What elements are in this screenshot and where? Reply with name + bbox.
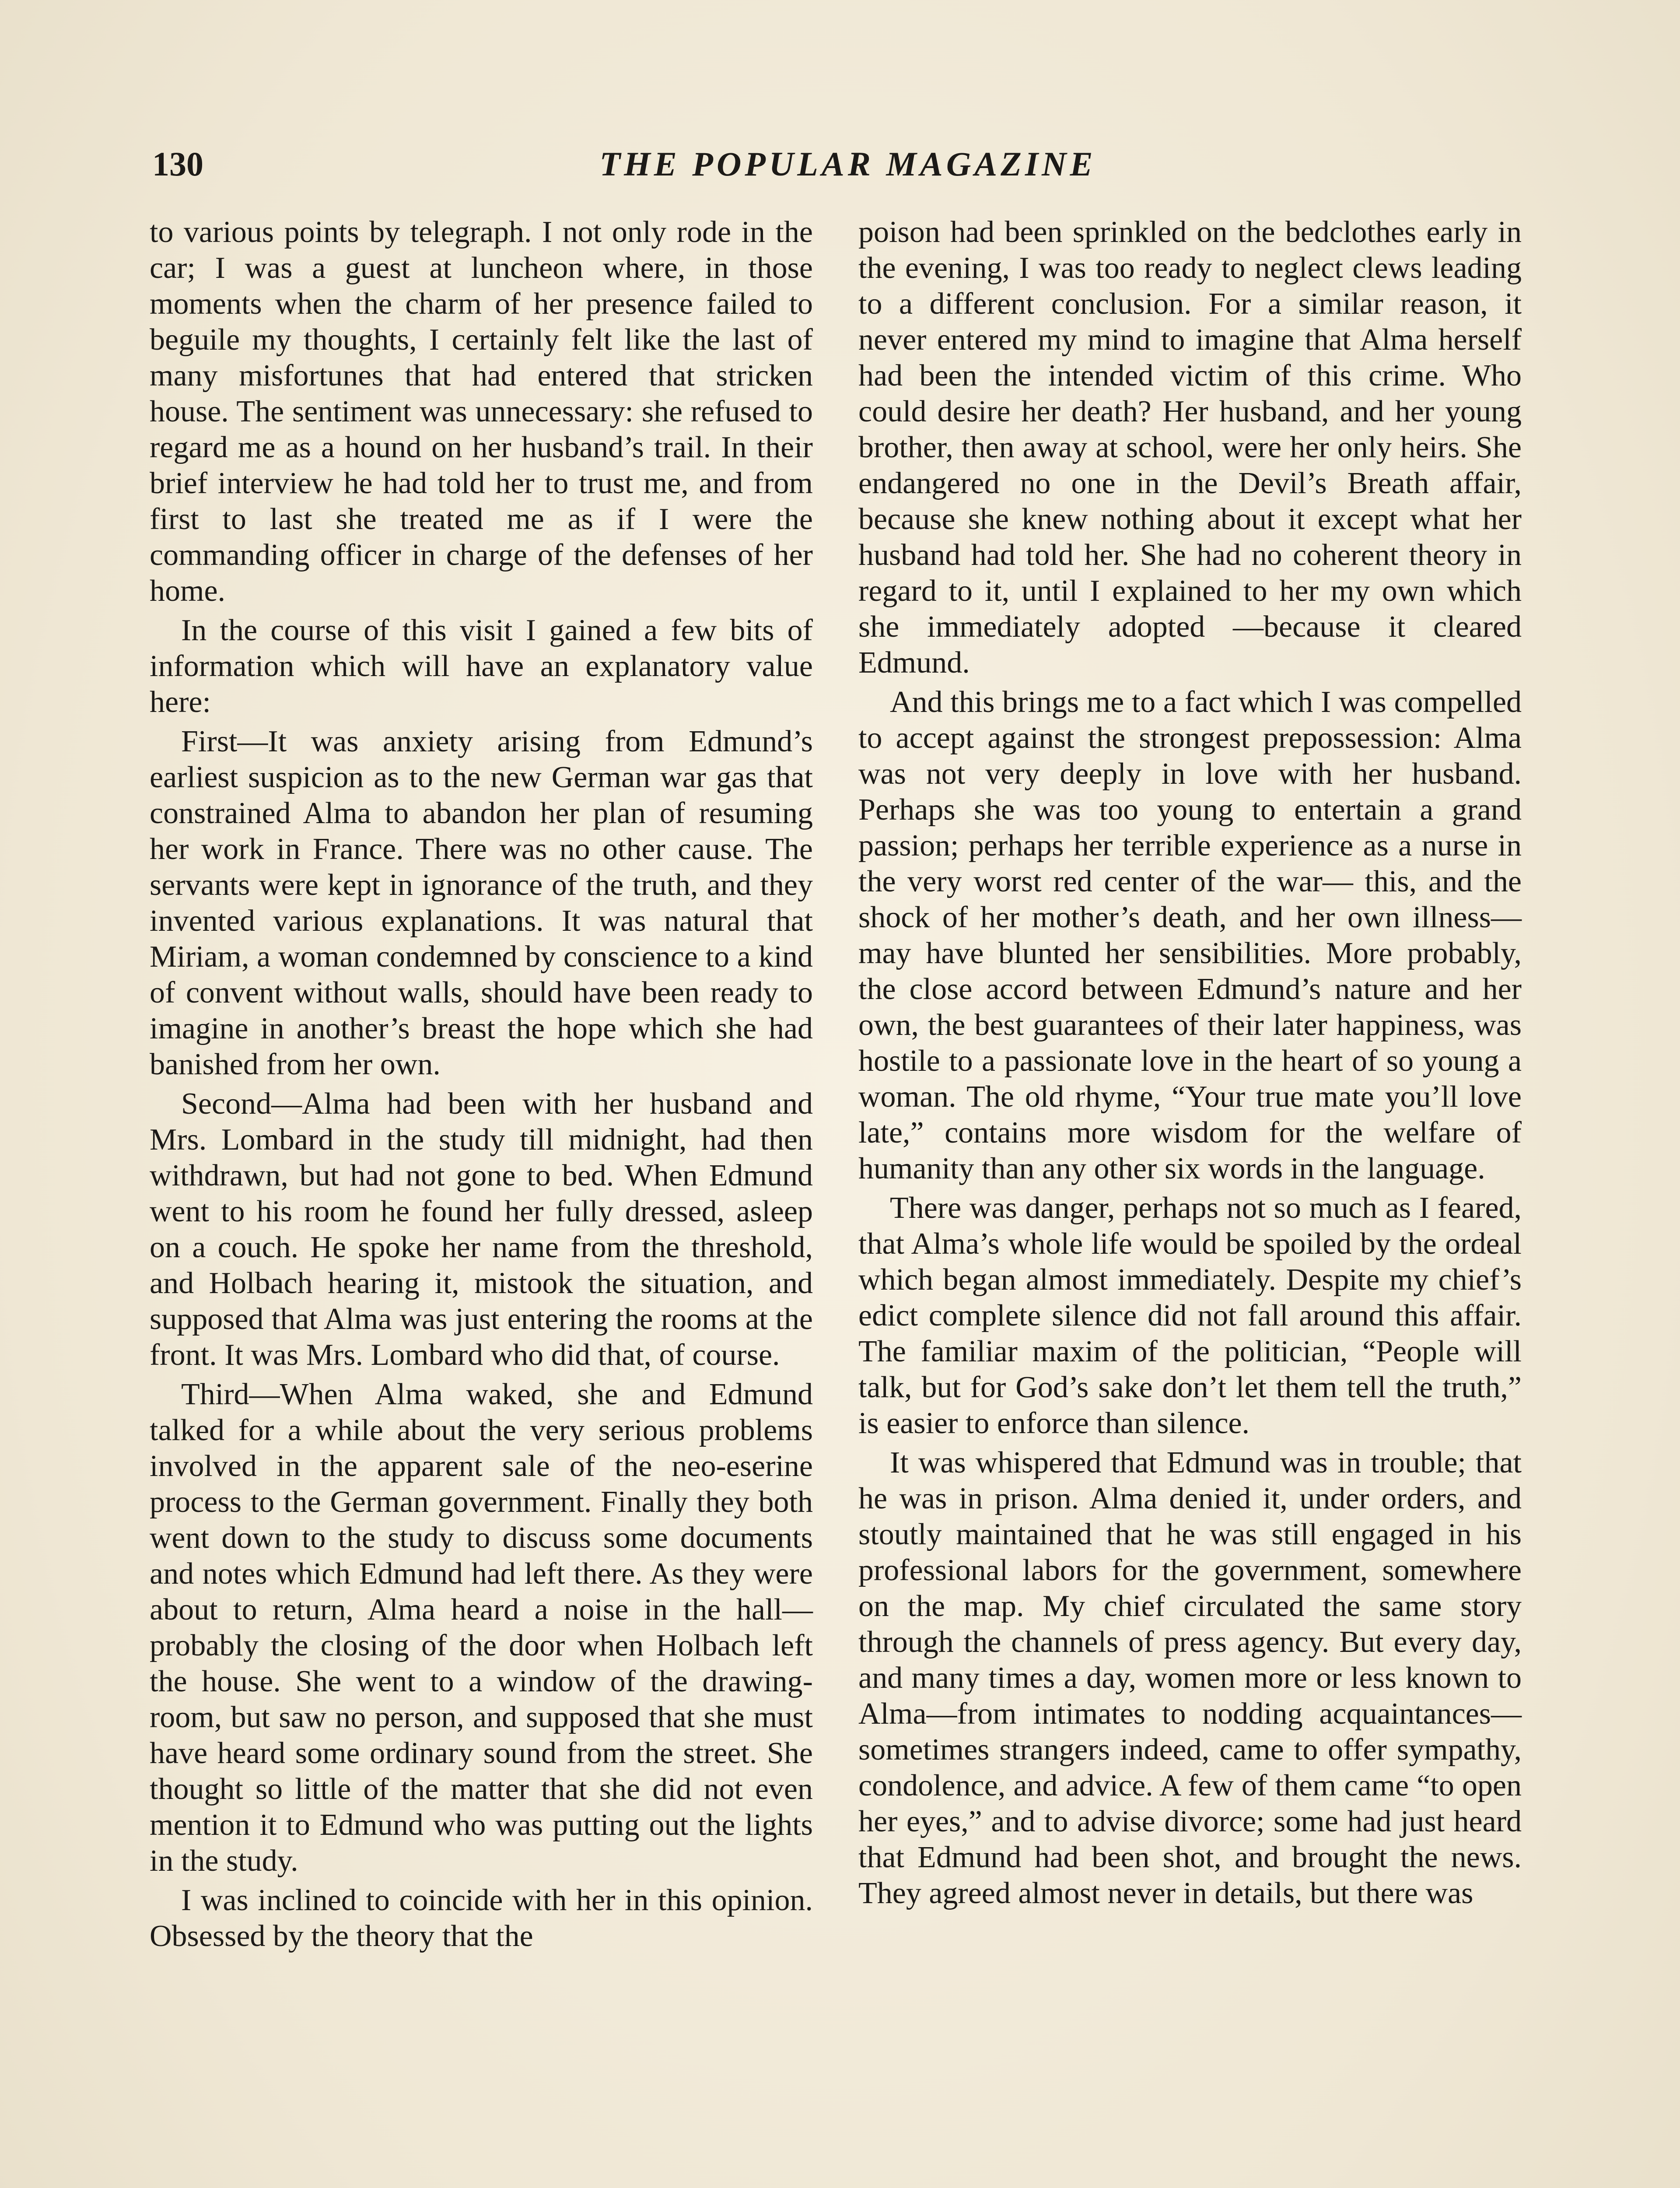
paragraph: It was whispered that Edmund was in trouble; that he was in prison. Alma denied it, under orders, and stoutly maintained that he was still engaged in his professional labors for the government, somewhere on the map. My chief circulated the same story through the channels of press agency. But every day, and many times a day, women more or less known to Alma—from intimates to nodding acquaintances—sometimes strangers indeed, came to offer sympathy, condolence, and advice. A few of them came “to open her eyes,” and to advise divorce; some had just heard that Edmund had been shot, and brought the news. They agreed almost never in details, but there was [858,1446,1522,1910]
running-head: THE POPULAR MAGAZINE [599,145,1096,183]
page-header [152,140,1544,188]
right-column [858,214,1522,1915]
paragraph: First—It was anxiety arising from Edmund’s earliest suspicion as to the new German war gas that constrained Alma to abandon her plan of resuming her work in France. There was no other cause. The servants were kept in ignorance of the truth, and they invented various explanations. It was natural that Miriam, a woman condemned by conscience to a kind of convent without walls, should have been ready to imagine in another’s breast the hope which she had banished from her own. [150,725,813,1081]
paragraph: There was danger, perhaps not so much as I feared, that Alma’s whole life would be spoiled by the ordeal which began almost immediately. Despite my chief’s edict complete silence did not fall around this affair. The familiar maxim of the politician, “People will talk, but for God’s sake don’t let them tell the truth,” is easier to enforce than silence. [858,1191,1522,1440]
paragraph: Second—Alma had been with her husband and Mrs. Lombard in the study till midnight, had then withdrawn, but had not gone to bed. When Edmund went to his room he found her fully dressed, asleep on a couch. He spoke her name from the threshold, and Holbach hearing it, mistook the situation, and supposed that Alma was just entering the rooms at the front. It was Mrs. Lombard who did that, of course. [150,1087,813,1372]
paragraph: to various points by telegraph. I not only rode in the car; I was a guest at luncheon where, in those moments when the charm of her presence failed to beguile my thoughts, I certainly felt like the last of many misfortunes that had entered that stricken house. The sentiment was unnecessary: she refused to regard me as a hound on her husband’s trail. In their brief interview he had told her to trust me, and from first to last she treated me as if I were the commanding officer in charge of the defenses of her home. [150,215,813,608]
page-number: 130 [152,145,203,183]
paragraph: In the course of this visit I gained a few bits of information which will have an explanatory value here: [150,614,813,719]
paragraph: I was inclined to coincide with her in this opinion. Obsessed by the theory that the [150,1883,813,1953]
paragraph: And this brings me to a fact which I was compelled to accept against the strongest prepossession: Alma was not very deeply in love with her husband. Perhaps she was too young to entertain a grand passion; perhaps her terrible experience as a nurse in the very worst red center of the war— this, and the shock of her mother’s death, and her own illness—may have blunted her sensibilities. More probably, the close accord between Edmund’s nature and her own, the best guarantees of their later happiness, was hostile to a passionate love in the heart of so young a woman. The old rhyme, “Your true mate you’ll love late,” contains more wisdom for the welfare of humanity than any other six words in the language. [858,685,1522,1185]
paragraph: Third—When Alma waked, she and Edmund talked for a while about the very serious problems involved in the apparent sale of the neo-eserine process to the German government. Finally they both went down to the study to discuss some documents and notes which Edmund had left there. As they were about to return, Alma heard a noise in the hall—probably the closing of the door when Holbach left the house. She went to a window of the drawing-room, but saw no person, and supposed that she must have heard some ordinary sound from the street. She thought so little of the matter that she did not even mention it to Edmund who was putting out the lights in the study. [150,1378,813,1878]
paragraph: poison had been sprinkled on the bedclothes early in the evening, I was too ready to neglect clews leading to a different conclusion. For a similar reason, it never entered my mind to imagine that Alma herself had been the intended victim of this crime. Who could desire her death? Her husband, and her young brother, then away at school, were her only heirs. She endangered no one in the Devil’s Breath affair, because she knew nothing about it except what her husband had told her. She had no coherent theory in regard to it, until I explained to her my own which she immediately adopted —because it cleared Edmund. [858,215,1522,680]
left-column [150,214,813,1958]
